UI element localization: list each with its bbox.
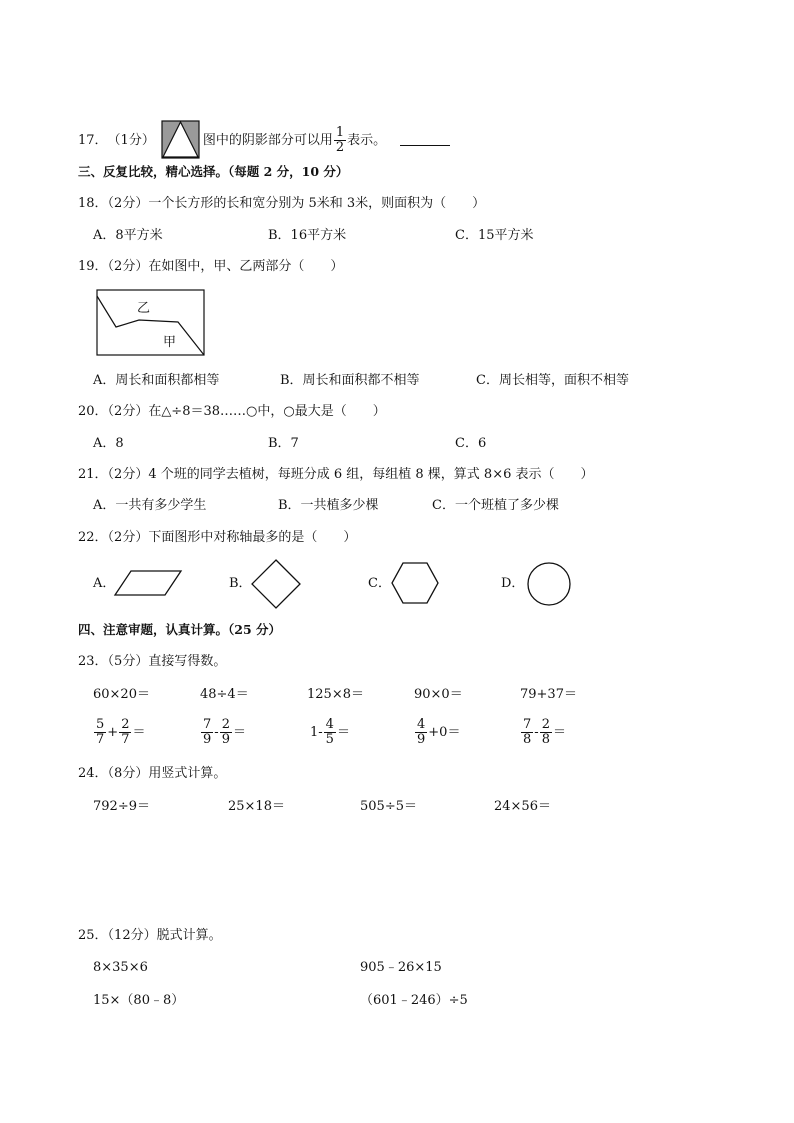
q21-stem: 21．（2分）4 个班的同学去植树，每班分成 6 组，每组植 8 棵，算式 8×6 表示（ ） bbox=[78, 467, 594, 482]
frac-den: 7 bbox=[96, 731, 105, 747]
q23-item-5: 79+37＝ bbox=[520, 687, 577, 702]
frac-den: 8 bbox=[523, 731, 532, 747]
equals: ＝ bbox=[336, 724, 350, 740]
q23-fraction-item-5 bbox=[520, 718, 566, 746]
q23-fraction-item-4 bbox=[414, 718, 460, 746]
frac-den: 9 bbox=[203, 731, 212, 747]
q20-option-c[interactable]: C．6 bbox=[455, 436, 487, 451]
q17-fraction bbox=[334, 126, 346, 154]
q19-rectangle-figure bbox=[96, 289, 206, 357]
q18-stem: 18．（2分）一个长方形的长和宽分别为 5米和 3米，则面积为（ ） bbox=[78, 196, 486, 211]
q24-item-4: 24×56＝ bbox=[494, 799, 551, 814]
q19-option-b[interactable]: B．周长和面积都不相等 bbox=[280, 373, 420, 388]
q17-score: （1分） bbox=[107, 132, 155, 148]
q17-frac-num: 1 bbox=[335, 124, 345, 140]
q17-line bbox=[78, 120, 450, 160]
q22-option-d-letter[interactable]: D． bbox=[501, 576, 525, 591]
q23-fraction-item-3 bbox=[310, 718, 350, 746]
section-4-title: 四、注意审题，认真计算。（25 分） bbox=[78, 622, 281, 637]
q25-item-4: （601﹣246）÷5 bbox=[360, 993, 468, 1008]
q23-item-3: 125×8＝ bbox=[307, 687, 364, 702]
q17-answer-blank[interactable] bbox=[400, 134, 450, 146]
square-icon[interactable] bbox=[250, 558, 302, 610]
frac-num: 2 bbox=[221, 717, 230, 732]
q22-option-c-letter[interactable]: C． bbox=[368, 576, 391, 591]
q20-option-a[interactable]: A．8 bbox=[93, 436, 124, 451]
frac-num: 4 bbox=[417, 717, 426, 732]
hexagon-icon[interactable] bbox=[390, 561, 440, 605]
frac-den: 8 bbox=[541, 731, 550, 747]
q23-stem: 23．（5分）直接写得数。 bbox=[78, 654, 227, 669]
operator: + bbox=[107, 724, 119, 740]
q19-stem: 19．（2分）在如图中，甲、乙两部分（ ） bbox=[78, 259, 344, 274]
equals: ＝ bbox=[232, 724, 246, 740]
frac-den: 9 bbox=[221, 731, 230, 747]
operator: - bbox=[534, 724, 539, 740]
q25-item-2: 905﹣26×15 bbox=[360, 960, 442, 975]
frac-den: 7 bbox=[121, 731, 130, 747]
frac-num: 2 bbox=[541, 717, 550, 732]
q18-option-b[interactable]: B．16平方米 bbox=[268, 228, 347, 243]
q25-item-3: 15×（80﹣8） bbox=[93, 993, 185, 1008]
frac-den: 5 bbox=[325, 731, 334, 747]
frac-den: 9 bbox=[417, 731, 426, 747]
q19-option-c[interactable]: C．周长相等，面积不相等 bbox=[476, 373, 629, 388]
q20-stem: 20．（2分）在△÷8＝38……○中，○最大是（ ） bbox=[78, 404, 386, 419]
q22-option-b-letter[interactable]: B． bbox=[229, 576, 252, 591]
shaded-triangle-figure bbox=[161, 120, 201, 160]
frac-num: 7 bbox=[523, 717, 532, 732]
circle-icon[interactable] bbox=[526, 561, 572, 607]
q23-fraction-item-2 bbox=[200, 718, 246, 746]
q23-item-4: 90×0＝ bbox=[414, 687, 463, 702]
section-3-title: 三、反复比较，精心选择。（每题 2 分，10 分） bbox=[78, 164, 349, 179]
q18-option-c[interactable]: C．15平方米 bbox=[455, 228, 534, 243]
q24-item-3: 505÷5＝ bbox=[360, 799, 417, 814]
lead-term: 1- bbox=[310, 724, 323, 740]
q23-fraction-item-1 bbox=[93, 718, 145, 746]
q23-item-2: 48÷4＝ bbox=[200, 687, 249, 702]
q17-text-before: 图中的阴影部分可以用 bbox=[202, 132, 333, 148]
q17-frac-den: 2 bbox=[335, 139, 345, 155]
q21-option-c[interactable]: C．一个班植了多少棵 bbox=[432, 498, 559, 513]
q21-option-a[interactable]: A．一共有多少学生 bbox=[93, 498, 207, 513]
q19-label-jia: 甲 bbox=[163, 335, 177, 350]
q17-number: 17． bbox=[78, 132, 108, 148]
q19-label-yi: 乙 bbox=[137, 301, 151, 316]
q19-option-a[interactable]: A．周长和面积都相等 bbox=[93, 373, 220, 388]
q22-option-a-letter[interactable]: A． bbox=[93, 576, 116, 591]
q20-option-b[interactable]: B．7 bbox=[268, 436, 299, 451]
frac-num: 7 bbox=[203, 717, 212, 732]
q23-item-1: 60×20＝ bbox=[93, 687, 150, 702]
parallelogram-icon[interactable] bbox=[113, 569, 183, 597]
frac-num: 5 bbox=[96, 717, 105, 732]
q21-option-b[interactable]: B．一共植多少棵 bbox=[278, 498, 379, 513]
frac-num: 4 bbox=[325, 717, 334, 732]
frac-num: 2 bbox=[121, 717, 130, 732]
q17-text-after: 表示。 bbox=[347, 132, 387, 148]
q24-item-2: 25×18＝ bbox=[228, 799, 285, 814]
q24-stem: 24．（8分）用竖式计算。 bbox=[78, 766, 227, 781]
equals: ＝ bbox=[132, 724, 146, 740]
q25-stem: 25．（12分）脱式计算。 bbox=[78, 928, 222, 943]
q24-item-1: 792÷9＝ bbox=[93, 799, 150, 814]
q22-stem: 22．（2分）下面图形中对称轴最多的是（ ） bbox=[78, 530, 357, 545]
q25-item-1: 8×35×6 bbox=[93, 960, 148, 975]
operator: - bbox=[214, 724, 219, 740]
tail-term: +0＝ bbox=[428, 724, 461, 740]
equals: ＝ bbox=[552, 724, 566, 740]
q18-option-a[interactable]: A．8平方米 bbox=[93, 228, 163, 243]
